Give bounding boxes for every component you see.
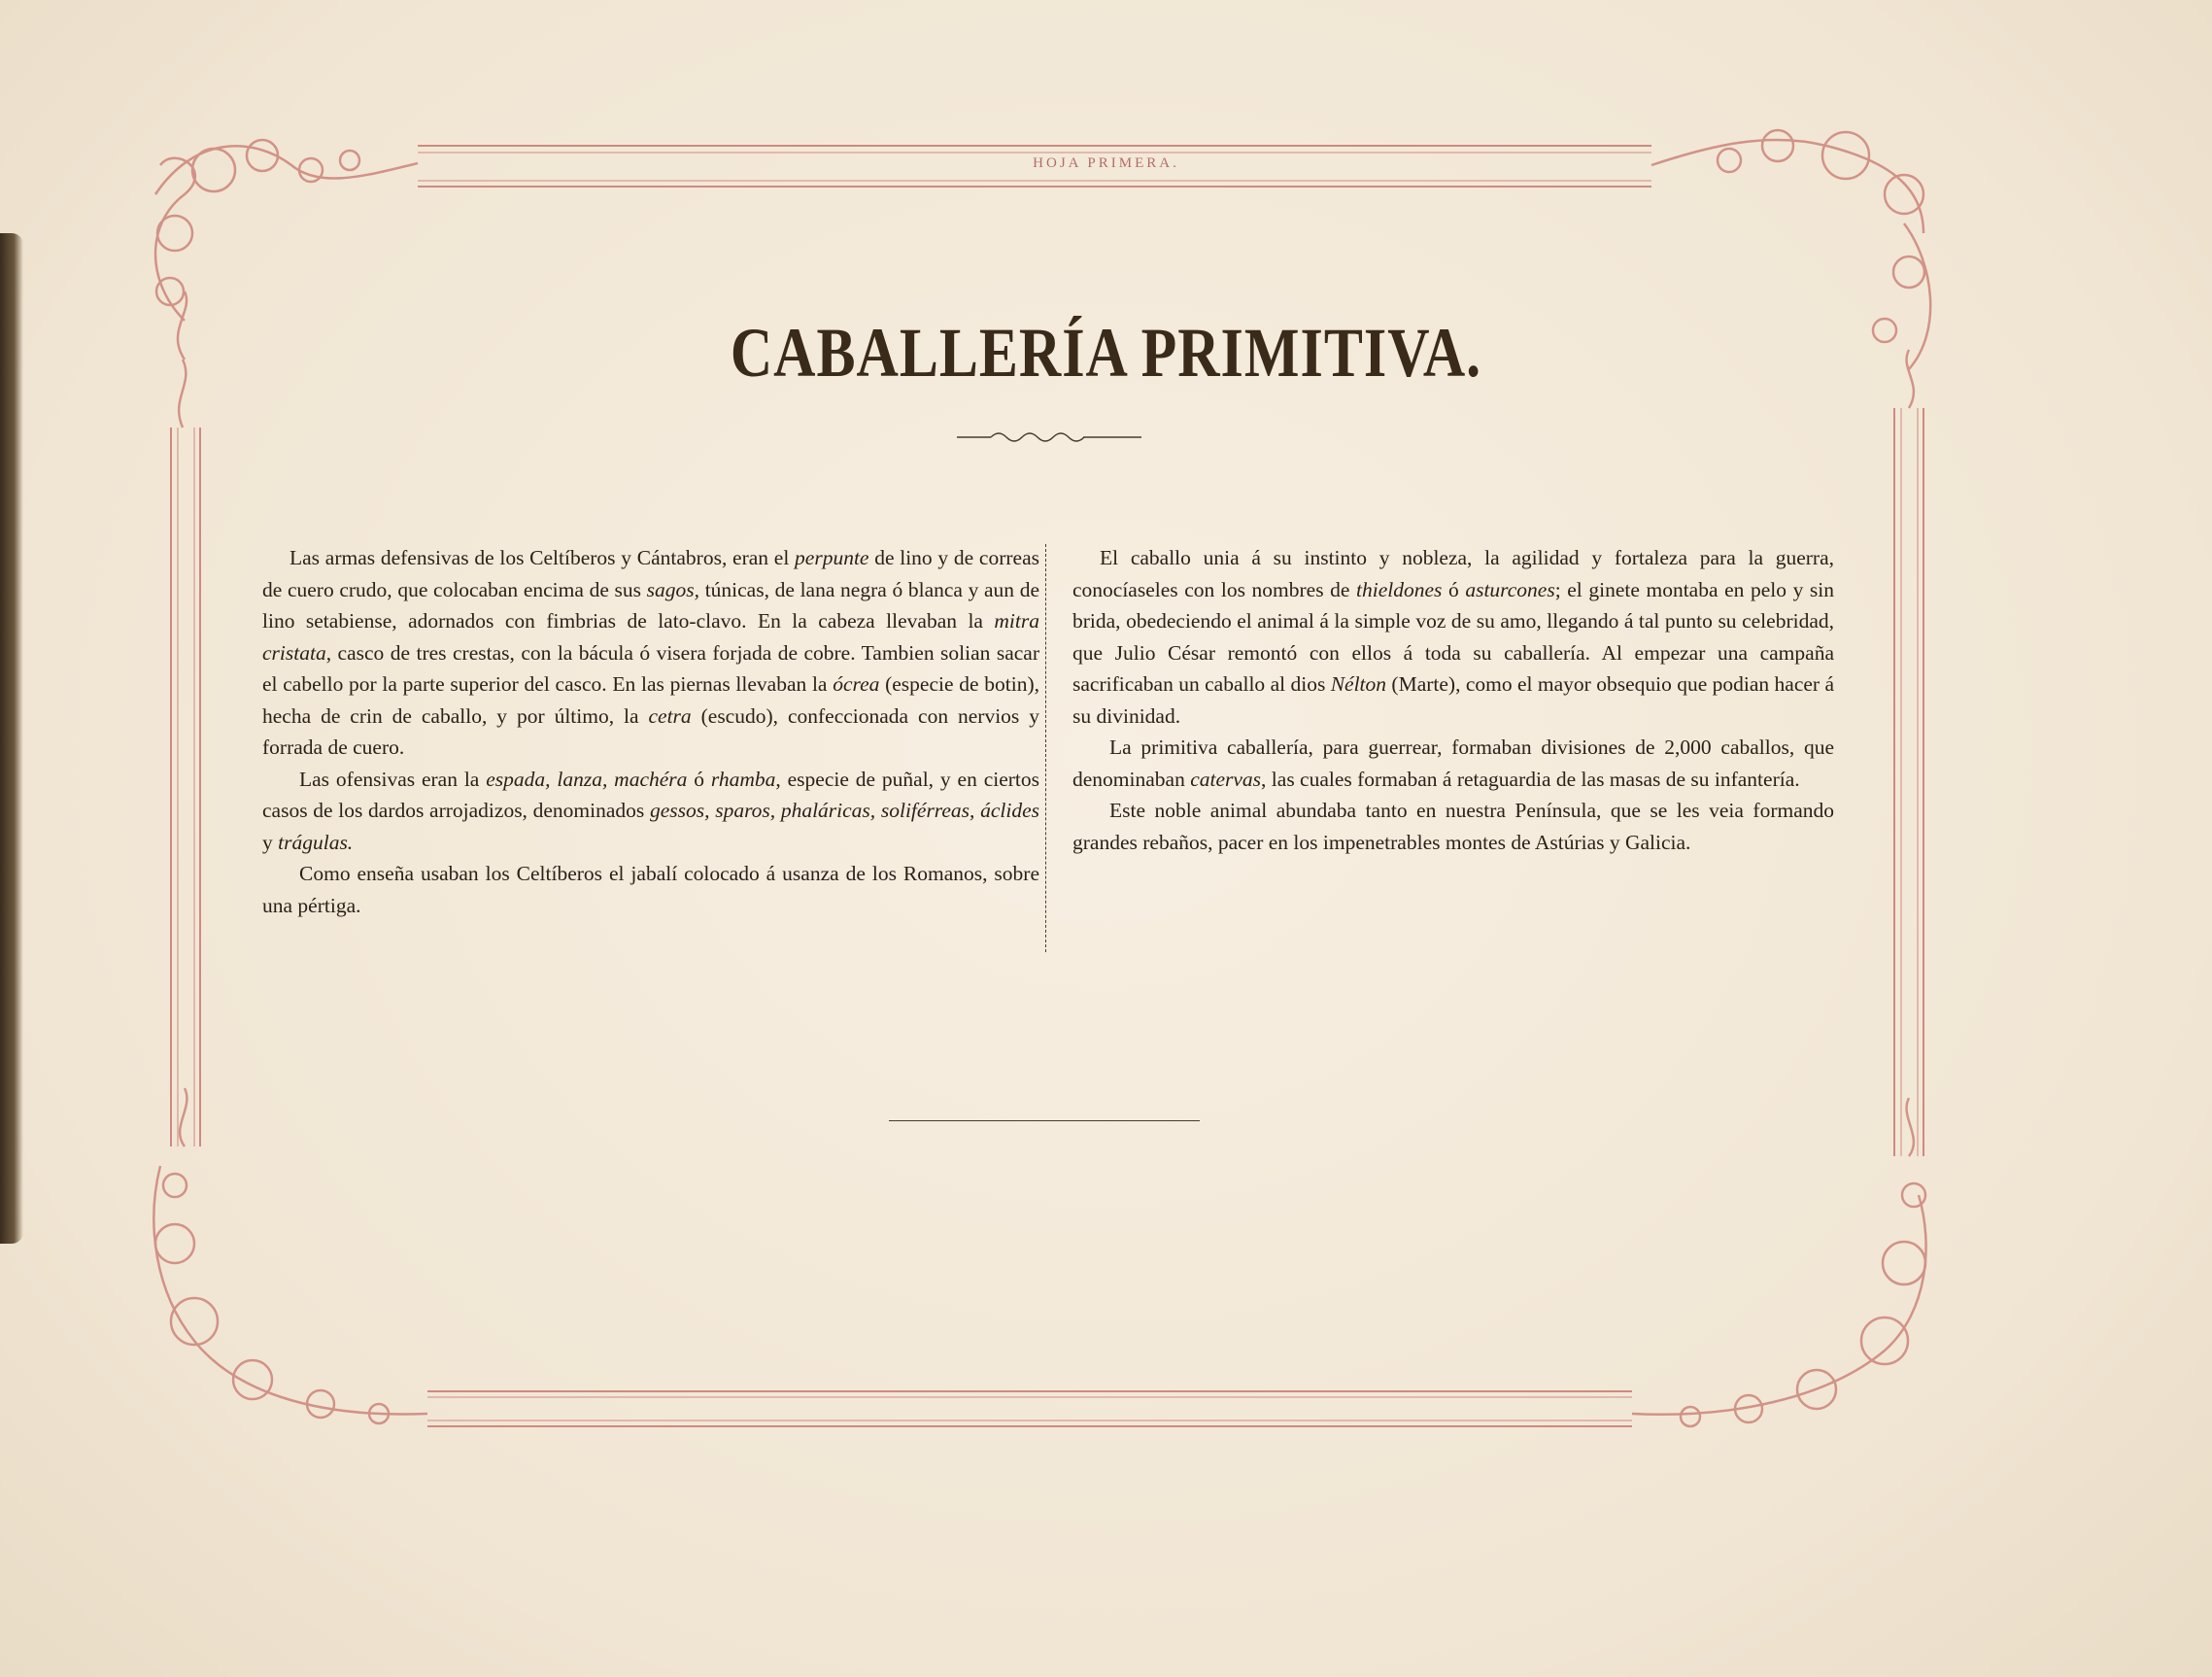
left-column: [262, 542, 1039, 921]
right-paragraph-3: [1072, 795, 1834, 858]
left-paragraph-2: [262, 764, 1039, 859]
text-segment: , especie de puñal, y en ciertos casos de los dardos arrojadizos, denominados: [262, 767, 1039, 822]
italic-term: espada, lanza, machéra: [486, 767, 688, 791]
text-segment: de lino y de correas de cuero crudo, que colocaban encima de sus: [262, 546, 1039, 601]
italic-term: catervas: [1190, 767, 1262, 791]
text-segment: (especie de botin), hecha de crin de caballo, y por último, la: [262, 672, 1039, 728]
text-segment: Este noble animal abundaba tanto en nuestra Península, que se les veia formando grandes rebaños, pacer en los impenetrables montes de Astúrias y Galicia.: [1072, 799, 1834, 854]
text-segment: ó: [1442, 577, 1466, 601]
left-paragraph-1: [262, 542, 1039, 764]
italic-term: ócrea: [833, 672, 880, 696]
italic-term: mitra cristata: [262, 609, 1039, 665]
right-paragraph-1: [1072, 542, 1834, 732]
text-segment: (Marte), como el mayor obsequio que podian hacer á su divinidad.: [1072, 672, 1835, 728]
left-paragraph-3: [262, 858, 1039, 921]
italic-term: perpunte: [795, 546, 869, 569]
italic-term: gessos, sparos, phaláricas, soliférreas, áclides: [649, 799, 1040, 822]
text-segment: Las armas defensivas de los Celtíberos y Cántabros, eran el: [289, 546, 796, 569]
text-segment: , casco de tres crestas, con la bácula ó visera forjada de cobre. Tambien solian sacar el cabello por la parte superior del casco. En las piernas llevaban la: [262, 640, 1039, 696]
right-column: [1072, 542, 1834, 858]
italic-term: trágulas.: [278, 830, 354, 854]
page-title: CABALLERÍA PRIMITIVA.: [730, 314, 1482, 392]
text-segment: El caballo unia á su instinto y nobleza, la agilidad y fortaleza para la guerra, conocíaseles con los nombres de: [1072, 546, 1834, 601]
text-segment: (escudo), confeccionada con nervios y forrada de cuero.: [262, 703, 1039, 759]
text-segment: La primitiva caballería, para guerrear, formaban divisiones de 2,000 caballos, que denominaban: [1072, 736, 1834, 791]
italic-term: cetra: [648, 703, 692, 728]
column-divider: [1045, 544, 1046, 952]
text-segment: Como enseña usaban los Celtíberos el jabalí colocado á usanza de los Romanos, sobre una pértiga.: [262, 862, 1039, 917]
text-segment: ; el ginete montaba en pelo y sin brida, obedeciendo el animal á la simple voz de su amo, llegando á tal punto su celebridad, que Julio César remontó con ellos á toda su caballería. Al empezar una campaña sacrificaban un caballo al dios: [1072, 577, 1834, 696]
right-paragraph-2: [1072, 732, 1834, 795]
italic-term: asturcones: [1465, 577, 1555, 601]
sheet-label: HOJA PRIMERA.: [1033, 155, 1179, 171]
text-segment: Las ofensivas eran la: [299, 767, 487, 791]
closing-rule: [889, 1120, 1200, 1121]
text-segment: y: [262, 830, 279, 854]
text-segment: , las cuales formaban á retaguardia de las masas de su infantería.: [1261, 767, 1800, 791]
italic-term: thieldones: [1356, 577, 1443, 601]
text-segment: túnicas, de lana negra ó blanca y aun de lino setabiense, adornados con fimbrias de lato-clavo. En la cabeza llevaban la: [262, 577, 1040, 633]
text-segment: ó: [687, 767, 711, 791]
italic-term: Nélton: [1330, 672, 1387, 696]
italic-term: sagos,: [646, 577, 700, 601]
italic-term: rhamba: [710, 767, 776, 791]
